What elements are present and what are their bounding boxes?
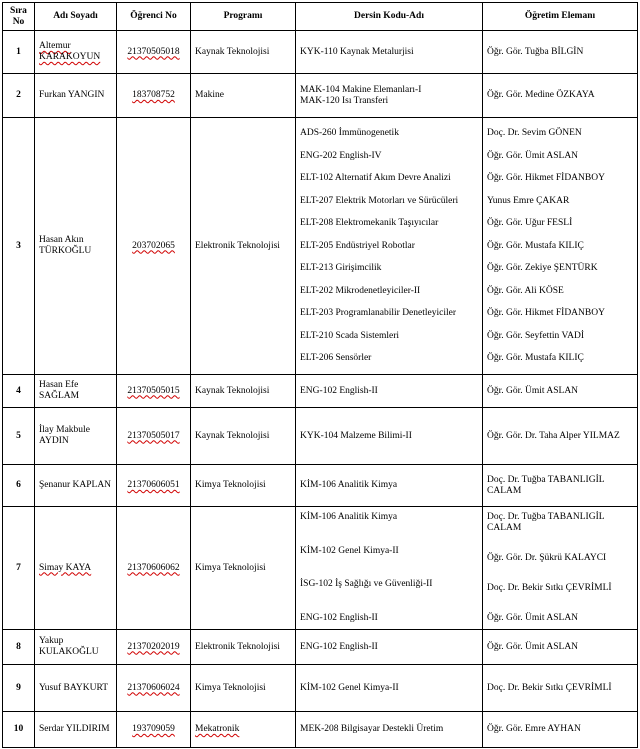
program: Elektronik Teknolojisi	[191, 630, 296, 665]
student-name: Şenanur KAPLAN	[35, 465, 117, 507]
student-name-text: Simay KAYA	[39, 562, 92, 573]
program: Makine	[191, 74, 296, 118]
table-row	[3, 74, 638, 118]
instructor: Öğr. Gör. Dr. Taha Alper YILMAZ	[483, 408, 638, 465]
instructor: Doç. Dr. Bekir Sıtkı ÇEVRİMLİ	[483, 665, 638, 712]
instructor: Öğr. Gör. Ümit ASLAN	[487, 150, 579, 161]
course: ELT-206 Sensörler	[300, 353, 372, 363]
header-dersin-kodu-adi: Dersin Kodu-Adı	[296, 3, 483, 31]
header-programi: Programı	[191, 3, 296, 31]
course: ADS-260 İmmünogenetik	[300, 128, 399, 138]
program	[191, 712, 296, 748]
program: Kimya Teknolojisi	[191, 507, 296, 630]
table-row	[3, 31, 638, 74]
course: ELT-208 Elektromekanik Taşıyıcılar	[300, 218, 439, 228]
student-number-text: 21370606062	[127, 562, 180, 573]
table-row	[3, 118, 638, 375]
row-number: 4	[3, 375, 35, 408]
instructor: Yunus Emre ÇAKAR	[487, 195, 570, 206]
student-name: Furkan YANGIN	[35, 74, 117, 118]
instructor: Öğr. Gör. Mustafa KILIÇ	[487, 240, 584, 251]
course: ENG-102 English-II	[300, 612, 378, 623]
table-row	[3, 665, 638, 712]
student-number-text: 183708752	[132, 90, 175, 100]
program: Kaynak Teknolojisi	[191, 31, 296, 74]
table-row	[3, 465, 638, 507]
student-number-text: 21370505017	[127, 430, 180, 441]
course-cell	[296, 118, 483, 375]
course: KİM-102 Genel Kimya-II	[300, 545, 399, 556]
instructor: Öğr. Gör. Mustafa KILIÇ	[487, 353, 584, 363]
student-name: Serdar YILDIRIM	[35, 712, 117, 748]
table-row	[3, 375, 638, 408]
row-number: 5	[3, 408, 35, 465]
row-number: 10	[3, 712, 35, 748]
header-ogrenci-no: Öğrenci No	[117, 3, 191, 31]
instructor: Öğr. Gör. Hikmet FİDANBOY	[487, 173, 605, 183]
student-name: İlay Makbule AYDIN	[35, 408, 117, 465]
course: ENG-102 English-II	[296, 630, 483, 665]
student-number	[117, 665, 191, 712]
student-number-text: 21370505015	[127, 385, 180, 396]
course-cell	[296, 74, 483, 118]
course-cell	[296, 507, 483, 630]
row-number: 2	[3, 74, 35, 118]
table-row	[3, 408, 638, 465]
student-number-text: 203702065	[132, 240, 175, 251]
program-text: Mekatronik	[195, 724, 240, 734]
student-number	[117, 712, 191, 748]
student-name: Hasan Efe SAĞLAM	[35, 375, 117, 408]
instructor-cell	[483, 118, 638, 375]
program: Kaynak Teknolojisi	[191, 408, 296, 465]
row-number: 7	[3, 507, 35, 630]
program: Elektronik Teknolojisi	[191, 118, 296, 375]
instructor: Öğr. Gör. Medine ÖZKAYA	[483, 74, 638, 118]
row-number: 3	[3, 118, 35, 375]
student-number	[117, 375, 191, 408]
student-number-text: 21370202019	[127, 641, 180, 652]
student-number	[117, 507, 191, 630]
instructor: Öğr. Gör. Tuğba BİLGİN	[483, 31, 638, 74]
instructor: Öğr. Gör. Ümit ASLAN	[487, 613, 579, 623]
student-number-text: 193709059	[132, 724, 175, 734]
instructor: Doç. Dr. Tuğba TABANLIGİL CALAM	[483, 465, 638, 507]
program: Kaynak Teknolojisi	[191, 375, 296, 408]
student-name-text: Altemur KARAKOYUN	[39, 41, 101, 62]
instructor: Öğr. Gör. Emre AYHAN	[483, 712, 638, 748]
student-number-text: 21370606051	[127, 480, 180, 490]
instructor: Doç. Dr. Bekir Sıtkı ÇEVRİMLİ	[487, 583, 612, 593]
instructor-cell	[483, 507, 638, 630]
course: ELT-213 Girişimcilik	[300, 263, 382, 273]
instructor: Öğr. Gör. Seyfettin VADİ	[487, 330, 585, 341]
course: MAK-104 Makine Elemanları-I	[300, 84, 422, 95]
course: KİM-106 Analitik Kimya	[300, 512, 398, 522]
instructor: Doç. Dr. Sevim GÖNEN	[487, 128, 582, 138]
course: ELT-210 Scada Sistemleri	[300, 330, 400, 341]
row-number: 6	[3, 465, 35, 507]
row-number: 8	[3, 630, 35, 665]
row-number: 9	[3, 665, 35, 712]
instructor: Öğr. Gör. Hikmet FİDANBOY	[487, 308, 605, 318]
course: ENG-102 English-II	[296, 375, 483, 408]
student-number-text: 21370606024	[127, 682, 180, 693]
table-row	[3, 712, 638, 748]
program: Kimya Teknolojisi	[191, 465, 296, 507]
instructor: Öğr. Gör. Ümit ASLAN	[483, 375, 638, 408]
program: Kimya Teknolojisi	[191, 665, 296, 712]
course: KİM-106 Analitik Kimya	[296, 465, 483, 507]
student-number	[117, 118, 191, 375]
student-number-text: 21370505018	[127, 46, 180, 57]
student-number	[117, 31, 191, 74]
instructor: Öğr. Gör. Uğur FESLİ	[487, 218, 573, 228]
header-sira-no: Sıra No	[3, 3, 35, 31]
course: KİM-102 Genel Kimya-II	[296, 665, 483, 712]
course: ELT-202 Mikrodenetleyiciler-II	[300, 285, 421, 296]
student-name: Yusuf BAYKURT	[35, 665, 117, 712]
course: ENG-202 English-IV	[300, 150, 382, 161]
course: KYK-110 Kaynak Metalurjisi	[296, 31, 483, 74]
course: ELT-205 Endüstriyel Robotlar	[300, 240, 415, 251]
table-row	[3, 507, 638, 630]
course: İSG-102 İş Sağlığı ve Güvenliği-II	[300, 579, 433, 590]
course: ELT-207 Elektrik Motorları ve Sürücüleri	[300, 195, 459, 206]
student-name: Hasan Akın TÜRKOĞLU	[35, 118, 117, 375]
student-number	[117, 630, 191, 665]
student-name: Yakup KULAKOĞLU	[35, 630, 117, 665]
student-name	[35, 31, 117, 74]
instructor: Öğr. Gör. Ümit ASLAN	[483, 630, 638, 665]
student-number	[117, 465, 191, 507]
table-row	[3, 630, 638, 665]
row-number: 1	[3, 31, 35, 74]
course: KYK-104 Malzeme Bilimi-II	[296, 408, 483, 465]
student-number	[117, 74, 191, 118]
course: MEK-208 Bilgisayar Destekli Üretim	[296, 712, 483, 748]
instructor: Doç. Dr. Tuğba TABANLIGİL CALAM	[487, 512, 605, 533]
instructor: Öğr. Gör. Zekiye ŞENTÜRK	[487, 263, 598, 273]
student-number	[117, 408, 191, 465]
course: MAK-120 Isı Transferi	[300, 95, 389, 106]
table-header-row	[3, 3, 638, 31]
instructor: Öğr. Gör. Dr. Şükrü KALAYCI	[487, 553, 607, 563]
course: ELT-203 Programlanabilir Denetleyiciler	[300, 308, 457, 318]
course: ELT-102 Alternatif Akım Devre Analizi	[300, 173, 451, 183]
instructor: Öğr. Gör. Ali KÖSE	[487, 285, 564, 296]
student-name	[35, 507, 117, 630]
header-ogretim-elemani: Öğretim Elemanı	[483, 3, 638, 31]
header-adi-soyadi: Adı Soyadı	[35, 3, 117, 31]
student-course-table	[2, 2, 638, 748]
